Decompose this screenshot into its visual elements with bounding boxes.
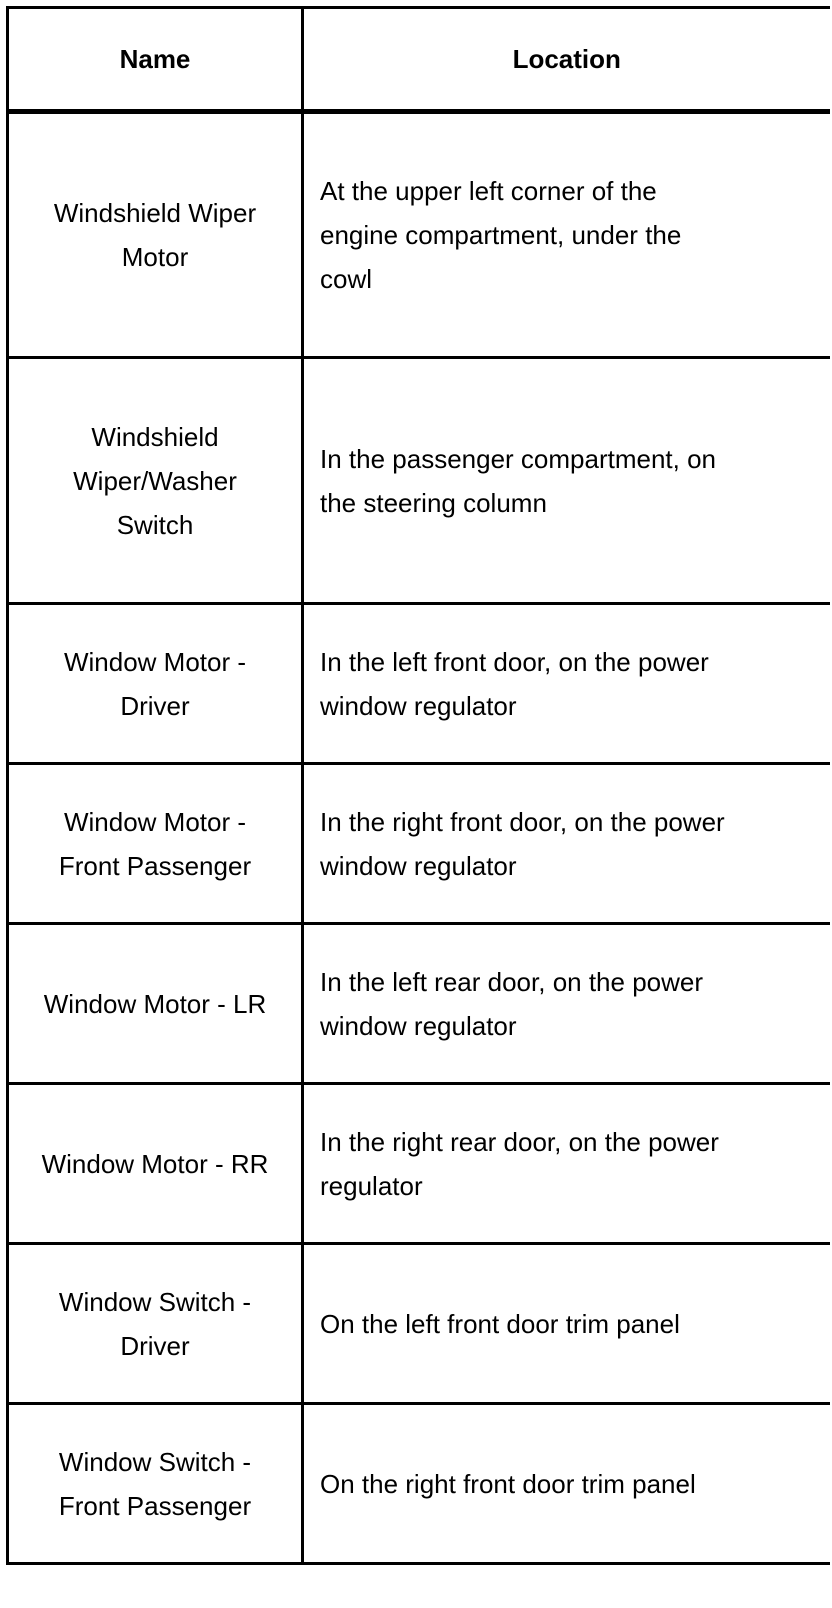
component-name-cell (8, 112, 303, 358)
component-name-cell (8, 1404, 303, 1564)
component-location-cell (303, 764, 830, 924)
header-row (8, 8, 830, 112)
table-row (8, 1404, 830, 1564)
component-location: On the left front door trim panel (320, 1308, 680, 1339)
table-row (8, 924, 830, 1084)
component-name-cell (8, 358, 303, 604)
component-name: Window Motor - Front Passenger (58, 806, 252, 881)
component-name-cell (8, 764, 303, 924)
component-name: Window Switch - Driver (58, 1286, 252, 1361)
column-header-name: Name (8, 8, 303, 112)
component-name-cell (8, 604, 303, 764)
component-name: Window Motor - Driver (63, 646, 247, 721)
component-location: In the right front door, on the power window regulator (320, 806, 725, 881)
component-location-cell (303, 1084, 830, 1244)
table-body (8, 112, 830, 1564)
table-row (8, 1244, 830, 1404)
component-location: On the right front door trim panel (320, 1468, 696, 1499)
component-name: Window Motor - RR (41, 1148, 269, 1179)
component-location-cell (303, 358, 830, 604)
table-row (8, 358, 830, 604)
component-name: Window Switch - Front Passenger (58, 1446, 252, 1521)
table-row (8, 112, 830, 358)
table-header (8, 8, 830, 112)
component-name-cell (8, 1244, 303, 1404)
component-location-table (6, 6, 830, 1565)
component-location: In the passenger compartment, on the steering column (320, 443, 717, 518)
component-location-cell (303, 604, 830, 764)
component-location-cell (303, 1244, 830, 1404)
component-name-cell (8, 924, 303, 1084)
table-row (8, 1084, 830, 1244)
component-location: In the left rear door, on the power window regulator (320, 966, 704, 1041)
component-name: Windshield Wiper/Washer Switch (73, 421, 237, 540)
component-name: Window Motor - LR (43, 988, 267, 1019)
component-location: In the right rear door, on the power regulator (320, 1126, 719, 1201)
column-header-location: Location (303, 8, 830, 112)
component-location: At the upper left corner of the engine compartment, under the cowl (320, 176, 682, 294)
table-row (8, 764, 830, 924)
component-name: Windshield Wiper Motor (53, 198, 257, 272)
component-location-cell (303, 112, 830, 358)
table-row (8, 604, 830, 764)
component-location-cell (303, 1404, 830, 1564)
component-name-cell (8, 1084, 303, 1244)
component-location-cell (303, 924, 830, 1084)
component-location: In the left front door, on the power window regulator (320, 646, 709, 721)
